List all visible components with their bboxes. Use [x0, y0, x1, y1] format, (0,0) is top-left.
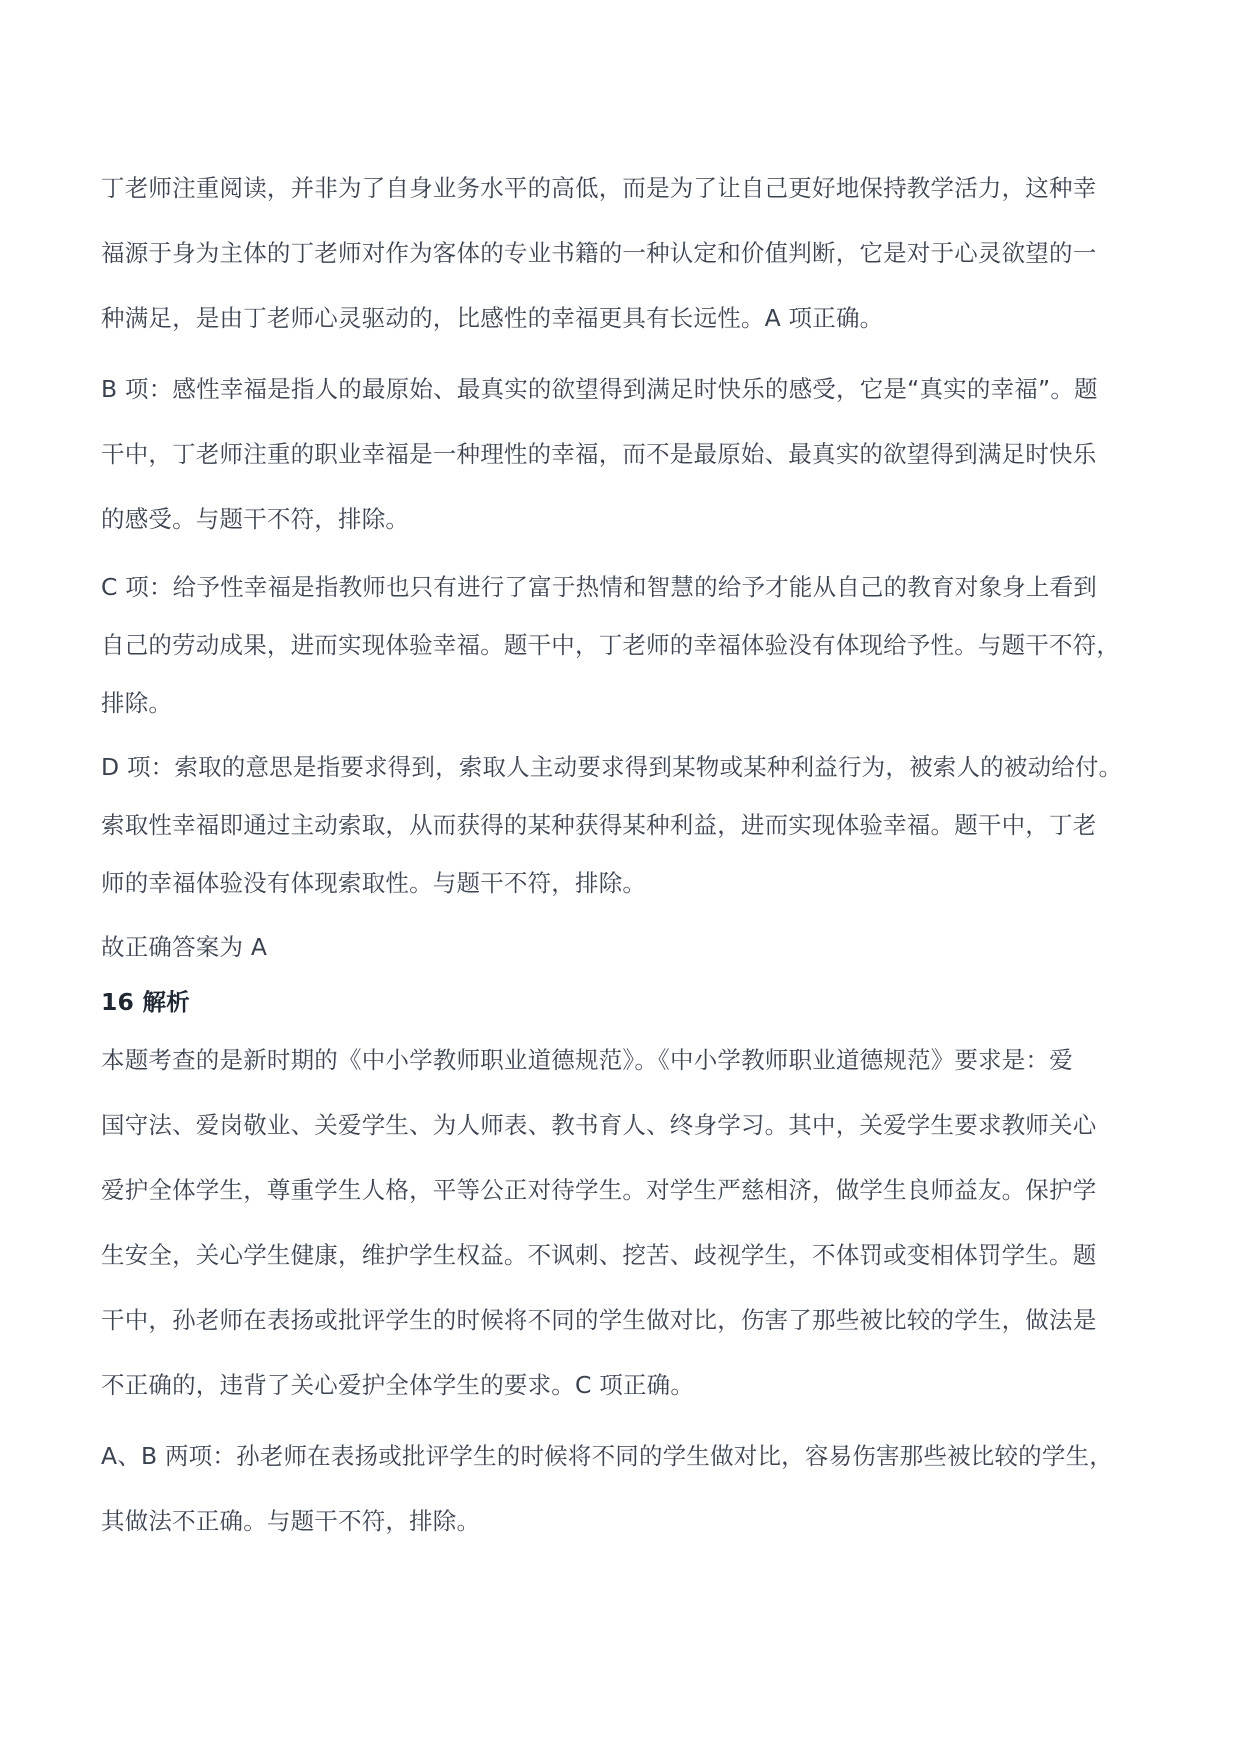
text-line: 生安全，关心学生健康，维护学生权益。不讽刺、挖苦、歧视学生，不体罚或变相体罚学生。题 — [101, 1241, 1097, 1269]
option-d-paragraph — [101, 738, 1161, 912]
q16-explanation-paragraph — [101, 1028, 1161, 1418]
text-line: B 项：感性幸福是指人的最原始、最真实的欲望得到满足时快乐的感受，它是“真实的幸福”。题 — [101, 375, 1098, 403]
text-line: 其做法不正确。与题干不符，排除。 — [101, 1507, 481, 1535]
option-ab-paragraph — [101, 1424, 1161, 1554]
option-c-paragraph — [101, 558, 1161, 732]
text-line: 干中，丁老师注重的职业幸福是一种理性的幸福，而不是最原始、最真实的欲望得到满足时快乐 — [101, 440, 1097, 468]
text-line: 福源于身为主体的丁老师对作为客体的专业书籍的一种认定和价值判断，它是对于心灵欲望的一 — [101, 239, 1097, 267]
text-line: 自己的劳动成果，进而实现体验幸福。题干中，丁老师的幸福体验没有体现给予性。与题干不符， — [101, 631, 1121, 659]
text-line: 索取性幸福即通过主动索取，从而获得的某种获得某种利益，进而实现体验幸福。题干中，丁老 — [101, 811, 1097, 839]
q15-explanation-paragraph — [101, 156, 1161, 351]
text-line: 师的幸福体验没有体现索取性。与题干不符，排除。 — [101, 869, 647, 897]
document-body — [101, 156, 1161, 1560]
text-line: 丁老师注重阅读，并非为了自身业务水平的高低，而是为了让自己更好地保持教学活力，这种幸 — [101, 174, 1097, 202]
text-line: 的感受。与题干不符，排除。 — [101, 505, 410, 533]
text-line: A、B 两项：孙老师在表扬或批评学生的时候将不同的学生做对比，容易伤害那些被比较的学生， — [101, 1442, 1113, 1470]
text-line: C 项：给予性幸福是指教师也只有进行了富于热情和智慧的给予才能从自己的教育对象身上看到 — [101, 573, 1097, 601]
q16-heading: 16 解析 — [101, 988, 190, 1016]
option-b-paragraph — [101, 357, 1161, 552]
text-line: 国守法、爱岗敬业、关爱学生、为人师表、教书育人、终身学习。其中，关爱学生要求教师关心 — [101, 1111, 1097, 1139]
text-line: 干中，孙老师在表扬或批评学生的时候将不同的学生做对比，伤害了那些被比较的学生，做法是 — [101, 1306, 1097, 1334]
text-line: 种满足，是由丁老师心灵驱动的，比感性的幸福更具有长远性。A 项正确。 — [101, 304, 884, 332]
text-line: 本题考查的是新时期的《中小学教师职业道德规范》。《中小学教师职业道德规范》要求是：爱 — [101, 1046, 1073, 1074]
text-line: 排除。 — [101, 689, 173, 717]
text-line: 爱护全体学生，尊重学生人格，平等公正对待学生。对学生严慈相济，做学生良师益友。保护学 — [101, 1176, 1097, 1204]
text-line: 不正确的，违背了关心爱护全体学生的要求。C 项正确。 — [101, 1371, 695, 1399]
q15-answer: 故正确答案为 A — [101, 933, 268, 961]
text-line: D 项：索取的意思是指要求得到，索取人主动要求得到某物或某种利益行为，被索人的被动给付。 — [101, 753, 1123, 781]
